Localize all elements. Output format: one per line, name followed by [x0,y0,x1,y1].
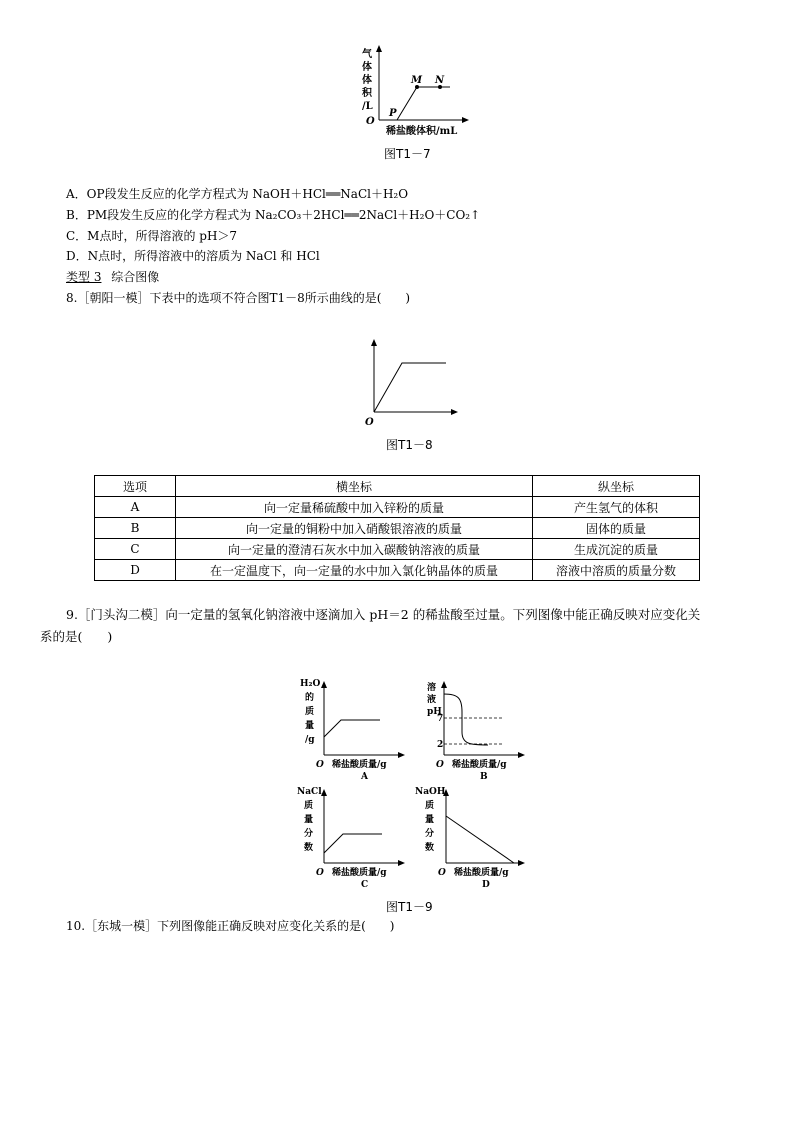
y-label-1: 溶 [427,683,437,693]
x-axis-label: 稀盐酸质量/g [332,868,387,878]
y-axis-arrow [371,339,377,346]
point-m-label: M [411,75,423,86]
tick-7-label: 7 [437,714,444,724]
figure-t1-9-caption: 图T1－9 [386,900,433,914]
table-row [95,497,700,518]
y-label-4: 分 [304,829,314,839]
y-label-5: /L [362,101,373,112]
y-label-2: 体 [362,62,372,73]
section-type-title: 综合图像 [111,270,160,284]
y-axis-arrow [321,681,327,688]
origin-label: O [436,760,444,770]
header-x-axis: 横坐标 [176,476,533,497]
origin-label: O [365,417,374,428]
y-label-5: 数 [304,843,314,853]
y-label-1: NaOH [415,787,446,797]
q7-option-b: B．PM段发生反应的化学方程式为 Na₂CO₃＋2HCl══2NaCl＋H₂O＋CO₂↑ [66,208,481,222]
x-axis-arrow [398,860,405,866]
y-label-1: H₂O [300,679,321,689]
table-row [95,560,700,581]
origin-label: O [366,116,375,127]
y-axis-arrow [321,789,327,796]
tick-2-label: 2 [437,740,444,750]
y-label-4: 积 [362,88,372,99]
row-c-y: 生成沉淀的质量 [533,539,700,560]
row-b-x: 向一定量的铜粉中加入硝酸银溶液的质量 [176,518,533,539]
x-axis-arrow [518,752,525,758]
origin-label: O [438,868,446,878]
y-label-3: 体 [362,75,372,86]
row-c-option: C [95,539,176,560]
options-table [94,475,700,581]
x-axis-arrow [462,117,469,123]
table-header-row [95,476,700,497]
y-label-5: /g [305,735,315,745]
figure-t1-7-chart [360,40,480,140]
figure-t1-9-chart-a [296,672,406,782]
row-a-y: 产生氢气的体积 [533,497,700,518]
figure-t1-8-caption: 图T1－8 [386,438,433,452]
q7-option-d: D．N点时，所得溶液中的溶质为 NaCl 和 HCl [66,249,320,263]
x-axis-arrow [451,409,458,415]
table-row [95,539,700,560]
figure-t1-9-chart-b [414,672,529,782]
curve-line [324,720,380,737]
row-b-option: B [95,518,176,539]
row-d-x: 在一定温度下，向一定量的水中加入氯化钠晶体的质量 [176,560,533,581]
y-label-5: 数 [425,843,435,853]
y-label-3: 量 [425,815,435,825]
y-label-4: 分 [425,829,435,839]
section-type-label: 类型 3 [66,270,102,284]
row-a-option: A [95,497,176,518]
y-label-3: 量 [304,815,314,825]
section-heading [66,269,159,285]
origin-label: O [316,760,324,770]
chart-letter: A [361,772,368,782]
origin-label: O [316,868,324,878]
y-label-3: 质 [305,707,315,717]
y-label-2: 质 [304,801,314,811]
x-axis-label: 稀盐酸质量/g [454,868,509,878]
figure-t1-8-chart [360,335,470,430]
q7-option-a: A．OP段发生反应的化学方程式为 NaOH＋HCl══NaCl＋H₂O [66,187,409,201]
y-label-3: pH [427,707,442,717]
x-axis-arrow [518,860,525,866]
q7-option-c: C．M点时，所得溶液的 pH＞7 [66,229,238,243]
row-c-x: 向一定量的澄清石灰水中加入碳酸钠溶液的质量 [176,539,533,560]
y-label-1: NaCl [297,787,322,797]
y-axis-arrow [441,681,447,688]
y-label-4: 量 [305,721,315,731]
header-option: 选项 [95,476,176,497]
chart-letter: D [482,880,490,890]
figure-t1-7-caption: 图T1－7 [384,147,431,161]
figure-t1-9-chart-c [296,782,406,892]
point-p-label: P [389,108,397,119]
figure-t1-9-chart-d [414,782,529,892]
curve-line [374,363,446,412]
x-axis-label: 稀盐酸质量/g [332,760,387,770]
ph-curve [444,694,488,745]
point-n-label: N [435,75,445,86]
header-y-axis: 纵坐标 [533,476,700,497]
x-axis-label: 稀盐酸体积/mL [386,126,458,137]
q10-text: 10.［东城一模］下列图像能正确反映对应变化关系的是( ) [66,919,395,933]
row-a-x: 向一定量稀硫酸中加入锌粉的质量 [176,497,533,518]
curve-line [324,834,382,853]
y-label-2: 的 [305,693,315,703]
table-row [95,518,700,539]
q9-text-line2: 系的是( ) [40,629,113,644]
y-label-2: 质 [425,801,435,811]
row-d-option: D [95,560,176,581]
x-axis-label: 稀盐酸质量/g [452,760,507,770]
q9-text-line1: 9.［门头沟二模］向一定量的氢氧化钠溶液中逐滴加入 pH＝2 的稀盐酸至过量。下列图像中能正确反映对应变化关 [66,607,701,622]
row-d-y: 溶液中溶质的质量分数 [533,560,700,581]
chart-letter: C [361,880,369,890]
curve-line [446,816,514,863]
y-axis-arrow [376,45,382,52]
q8-text: 8.［朝阳一模］下表中的选项不符合图T1－8所示曲线的是( ) [66,291,411,305]
row-b-y: 固体的质量 [533,518,700,539]
y-label-1: 气 [362,49,372,60]
chart-letter: B [480,772,488,782]
y-label-2: 液 [427,695,437,705]
x-axis-arrow [398,752,405,758]
